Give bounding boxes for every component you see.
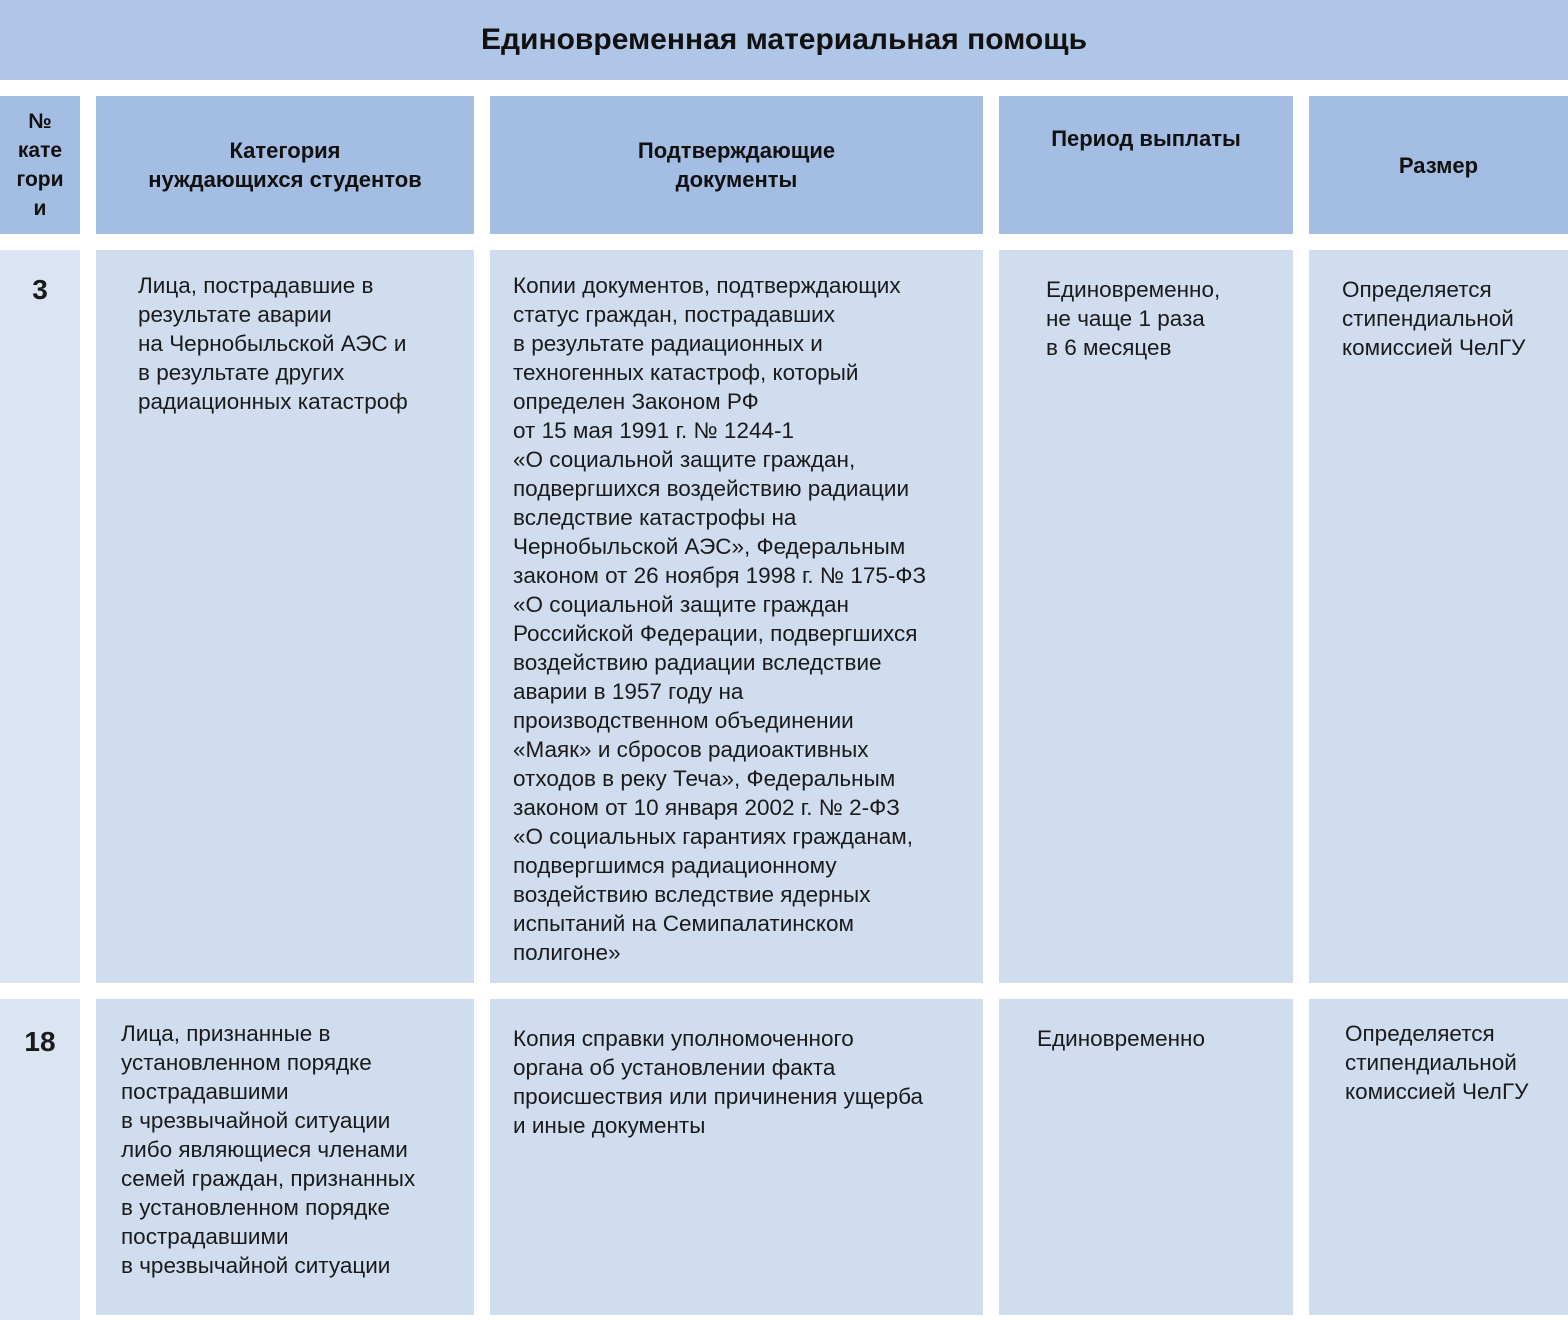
header-num-label: № кате гори и (16, 110, 64, 220)
table-row-1-documents (490, 250, 983, 983)
table-row-2-period (999, 999, 1293, 1315)
row-2-category-text: Лица, признанные в установленном порядке пострадавшими в чрезвычайной ситуации либо являющиеся членами семей граждан, признанных в установленном порядке пострадавшими в чрезвычайной ситуации (121, 1021, 416, 1278)
table-row-1-size (1309, 250, 1568, 983)
row-2-documents-text: Копия справки уполномоченного органа об установлении факта происшествия или причинения ущерба и иные документы (513, 1026, 923, 1138)
table-row-2-size (1309, 999, 1568, 1315)
header-documents (490, 96, 983, 234)
page-title: Единовременная материальная помощь (0, 0, 1568, 80)
table-row-1-period (999, 250, 1293, 983)
row-1-size-text: Определяется стипендиальной комиссией ЧелГУ (1342, 277, 1526, 360)
header-size-label: Размер (1398, 152, 1479, 178)
header-category-label: Категория нуждающихся студентов (148, 138, 422, 192)
header-period (999, 96, 1293, 234)
row-2-num-value: 18 (24, 1026, 56, 1057)
row-1-period-text: Единовременно, не чаще 1 раза в 6 месяцев (1046, 277, 1221, 360)
row-1-category-text: Лица, пострадавшие в результате аварии на Чернобыльской АЭС и в результате других радиационных катастроф (138, 273, 408, 414)
header-documents-label: Подтверждающие документы (637, 138, 836, 192)
table-row-2-category (96, 999, 474, 1315)
table-row-2-documents (490, 999, 983, 1315)
row-2-size-text: Определяется стипендиальной комиссией ЧелГУ (1345, 1021, 1529, 1104)
row-1-num-value: 3 (32, 274, 48, 305)
row-2-period-text: Единовременно (1037, 1026, 1205, 1051)
table-row-2-num (0, 999, 80, 1320)
header-size (1309, 96, 1568, 234)
table-row-1-num (0, 250, 80, 983)
row-1-documents-text: Копии документов, подтверждающих статус граждан, пострадавших в результате радиационных и техногенных катастроф, который определен Законом РФ от 15 мая 1991 г. № 1244-1 «О социальной защите граждан, подвергшихся воздействию радиации вследствие катастрофы на Чернобыльской АЭС», Федеральным законом от 26 ноября 1998 г. № 175-ФЗ «О социальной защите граждан Российской Федерации, подвергшихся воздействию радиации вследствие аварии в 1957 году на производственном объединении «Маяк» и сбросов радиоактивных отходов в реку Теча», Федеральным законом от 10 января 2002 г. № 2-ФЗ «О социальных гарантиях гражданам, подвергшимся радиационному воздействию вследствие ядерных испытаний на Семипалатинском полигоне» (513, 273, 927, 965)
header-num (0, 96, 80, 234)
header-period-label: Период выплаты (1051, 126, 1241, 151)
table-row-1-category (96, 250, 474, 983)
header-category (96, 96, 474, 234)
